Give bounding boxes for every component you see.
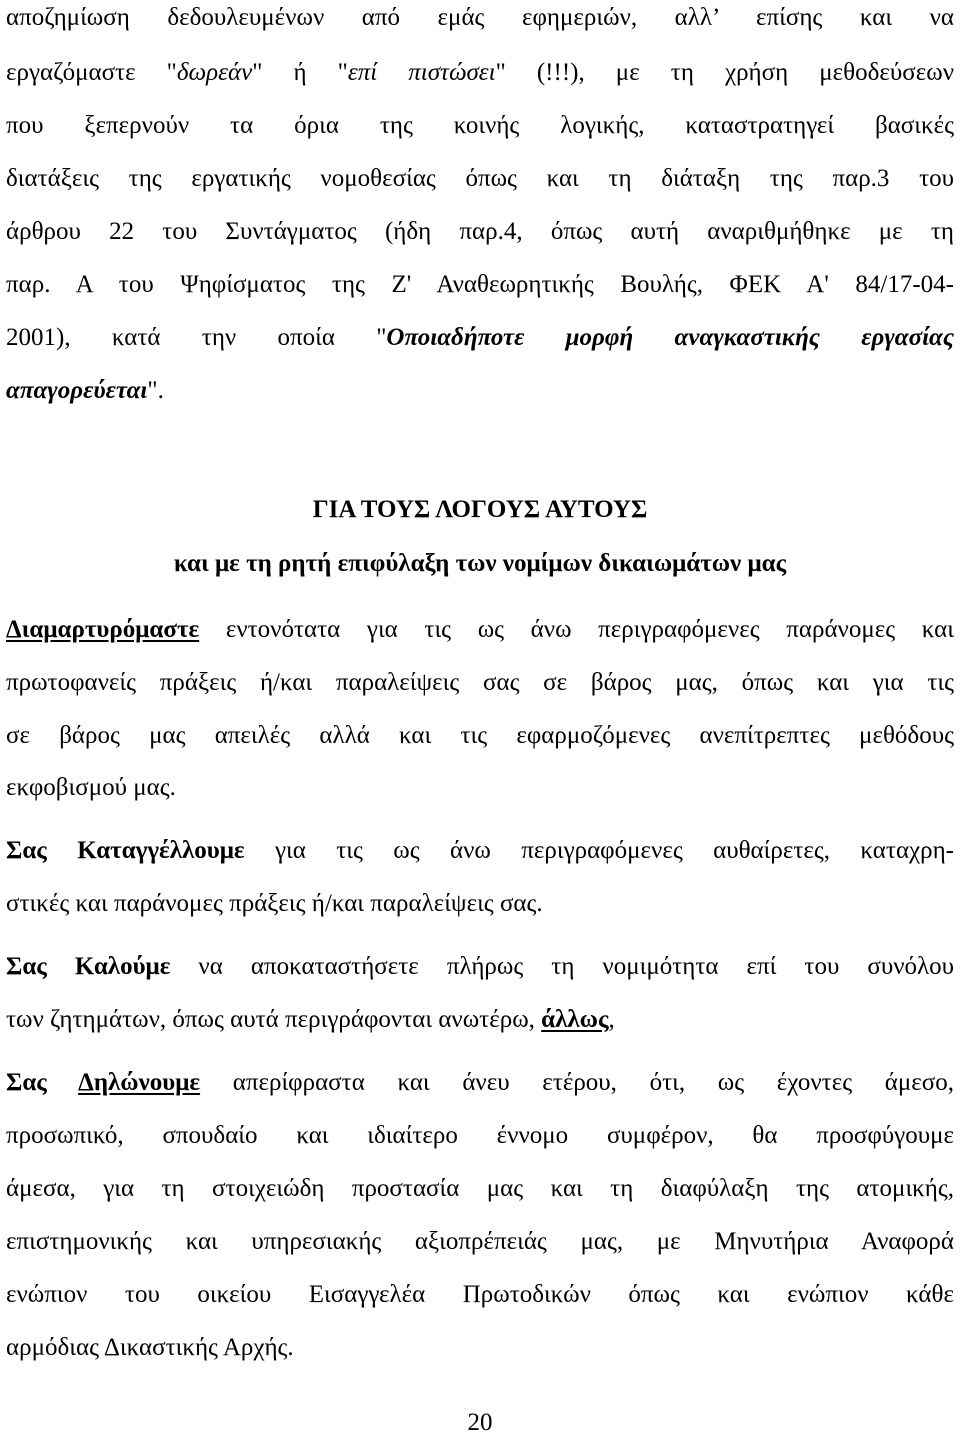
text-line — [6, 1172, 954, 1206]
text-line — [6, 1278, 954, 1312]
bold-underlined-run: άλλως — [541, 1006, 609, 1033]
italic-run: δωρεάν — [176, 59, 253, 86]
text-line — [6, 834, 954, 868]
italic-run: επί πιστώσει — [347, 59, 496, 86]
text-run: άρθρου 22 του Συντάγματος (ήδη παρ.4, όπως αυτή αναριθμήθηκε με τη — [6, 218, 954, 245]
text-line — [6, 268, 954, 302]
document-page — [6, 0, 954, 1440]
text-line — [6, 1225, 954, 1259]
text-run: εργαζόμαστε " — [6, 59, 177, 86]
text-line — [6, 1066, 954, 1100]
text-line — [6, 321, 954, 355]
text-run: " ή " — [252, 59, 348, 86]
text-run: διατάξεις της εργατικής νομοθεσίας όπως και τη διάταξη της παρ.3 του — [6, 165, 954, 192]
text-run: ενώπιον του οικείου Εισαγγελέα Πρωτοδικών όπως και ενώπιον κάθε — [6, 1281, 954, 1308]
text-run: άμεσα, για τη στοιχειώδη προστασία μας και τη διαφύλαξη της ατομικής, — [6, 1175, 954, 1202]
bold-lead: Σας Καλούμε — [6, 953, 171, 980]
text-run: " (!!!), με τη χρήση μεθοδεύσεων — [495, 59, 955, 86]
text-line — [6, 1331, 954, 1365]
text-line — [6, 1, 954, 35]
text-line — [6, 613, 954, 647]
text-run: που ξεπερνούν τα όρια της κοινής λογικής, καταστρατηγεί βασικές — [6, 112, 954, 139]
text-run: ". — [147, 377, 164, 404]
text-line — [6, 666, 954, 700]
text-run: εκφοβισμού μας. — [6, 774, 176, 801]
bold-italic-run: Οποιαδήποτε μορφή αναγκαστικής εργασίας — [386, 324, 954, 351]
text-line — [6, 1119, 954, 1153]
text-run: για τις ως άνω περιγραφόμενες αυθαίρετες, καταχρη- — [244, 837, 955, 864]
bold-lead: Σας Καταγγέλλουμε — [6, 837, 245, 864]
text-run: εντονότατα για τις ως άνω περιγραφόμενες παράνομες και — [199, 616, 954, 643]
text-run: 2001), κατά την οποία " — [6, 324, 387, 351]
text-line — [6, 1003, 954, 1037]
text-run: προσωπικό, σπουδαίο και ιδιαίτερο έννομο συμφέρον, θα προσφύγουμε — [6, 1122, 954, 1149]
text-run: επιστημονικής και υπηρεσιακής αξιοπρέπειάς μας, με Μηνυτήρια Αναφορά — [6, 1228, 954, 1255]
text-line — [6, 719, 954, 753]
bold-lead: Σας — [6, 1069, 79, 1096]
text-line — [6, 887, 954, 921]
text-run: αποζημίωση δεδουλευμένων από εμάς εφημεριών, αλλ’ επίσης και να — [6, 4, 954, 31]
text-run: αρμόδιας Δικαστικής Αρχής. — [6, 1334, 294, 1361]
bold-underlined-lead: Δηλώνουμε — [78, 1069, 201, 1096]
section-subheading: και με τη ρητή επιφύλαξη των νομίμων δικαιωμάτων μας — [173, 550, 787, 577]
text-line — [6, 950, 954, 984]
section-heading: ΓΙΑ ΤΟΥΣ ΛΟΓΟΥΣ ΑΥΤΟΥΣ — [312, 496, 648, 523]
text-run: απερίφραστα και άνευ ετέρου, ότι, ως έχοντες άμεσο, — [200, 1069, 954, 1096]
bold-italic-run: απαγορεύεται — [6, 377, 148, 404]
text-line — [6, 162, 954, 196]
text-line — [6, 374, 954, 408]
text-run: στικές και παράνομες πράξεις ή/και παραλείψεις σας. — [6, 890, 543, 917]
text-run: πρωτοφανείς πράξεις ή/και παραλείψεις σας σε βάρος μας, όπως και για τις — [6, 669, 954, 696]
text-line — [6, 771, 954, 805]
text-line — [6, 56, 954, 90]
text-run: παρ. Α του Ψηφίσματος της Ζ' Αναθεωρητικής Βουλής, ΦΕΚ Α' 84/17-04- — [6, 271, 954, 298]
text-run: σε βάρος μας απειλές αλλά και τις εφαρμοζόμενες ανεπίτρεπτες μεθόδους — [6, 722, 954, 749]
text-line — [6, 109, 954, 143]
bold-lead: Διαμαρτυρόμαστε — [6, 616, 200, 643]
page-number: 20 — [467, 1409, 493, 1436]
text-run: , — [608, 1006, 615, 1033]
text-run: να αποκαταστήσετε πλήρως τη νομιμότητα επί του συνόλου — [170, 953, 954, 980]
text-line — [6, 215, 954, 249]
text-run: των ζητημάτων, όπως αυτά περιγράφονται ανωτέρω, — [6, 1006, 542, 1033]
